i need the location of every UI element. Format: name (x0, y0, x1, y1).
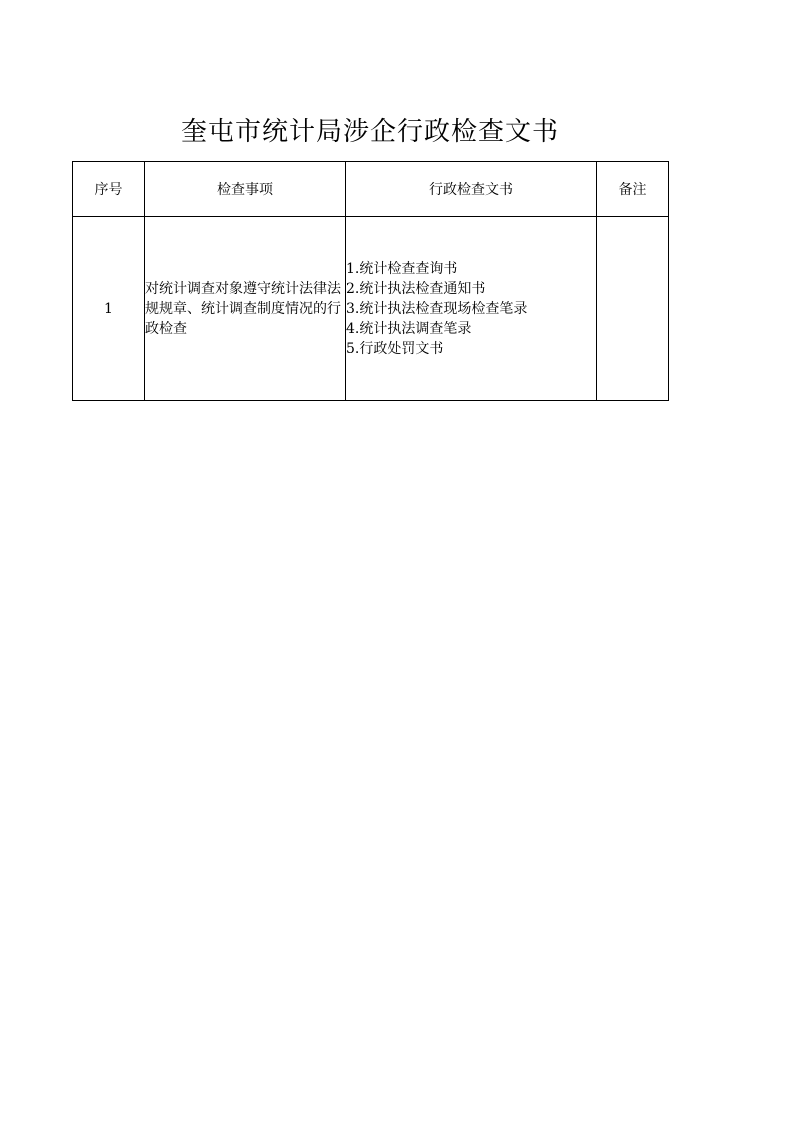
row-seq: 1 (73, 217, 145, 401)
row-documents-list (346, 217, 597, 401)
document-list-item: 2.统计执法检查通知书 (346, 280, 486, 297)
document-list-item: 4.统计执法调查笔录 (346, 320, 472, 337)
row-note (597, 217, 669, 401)
table-row (73, 217, 669, 401)
inspection-documents-table (72, 161, 669, 401)
header-seq: 序号 (73, 162, 145, 217)
header-note: 备注 (597, 162, 669, 217)
page-title: 奎屯市统计局涉企行政检查文书 (180, 117, 559, 147)
document-list-item: 3.统计执法检查现场检查笔录 (346, 300, 528, 317)
row-inspection-item: 对统计调查对象遵守统计法律法规规章、统计调查制度情况的行政检查 (145, 217, 346, 401)
document-list-item: 1.统计检查查询书 (346, 260, 458, 277)
document-list-item: 5.行政处罚文书 (346, 340, 444, 357)
header-admin-documents: 行政检查文书 (346, 162, 597, 217)
table-header-row (73, 162, 669, 217)
header-inspection-item: 检查事项 (145, 162, 346, 217)
